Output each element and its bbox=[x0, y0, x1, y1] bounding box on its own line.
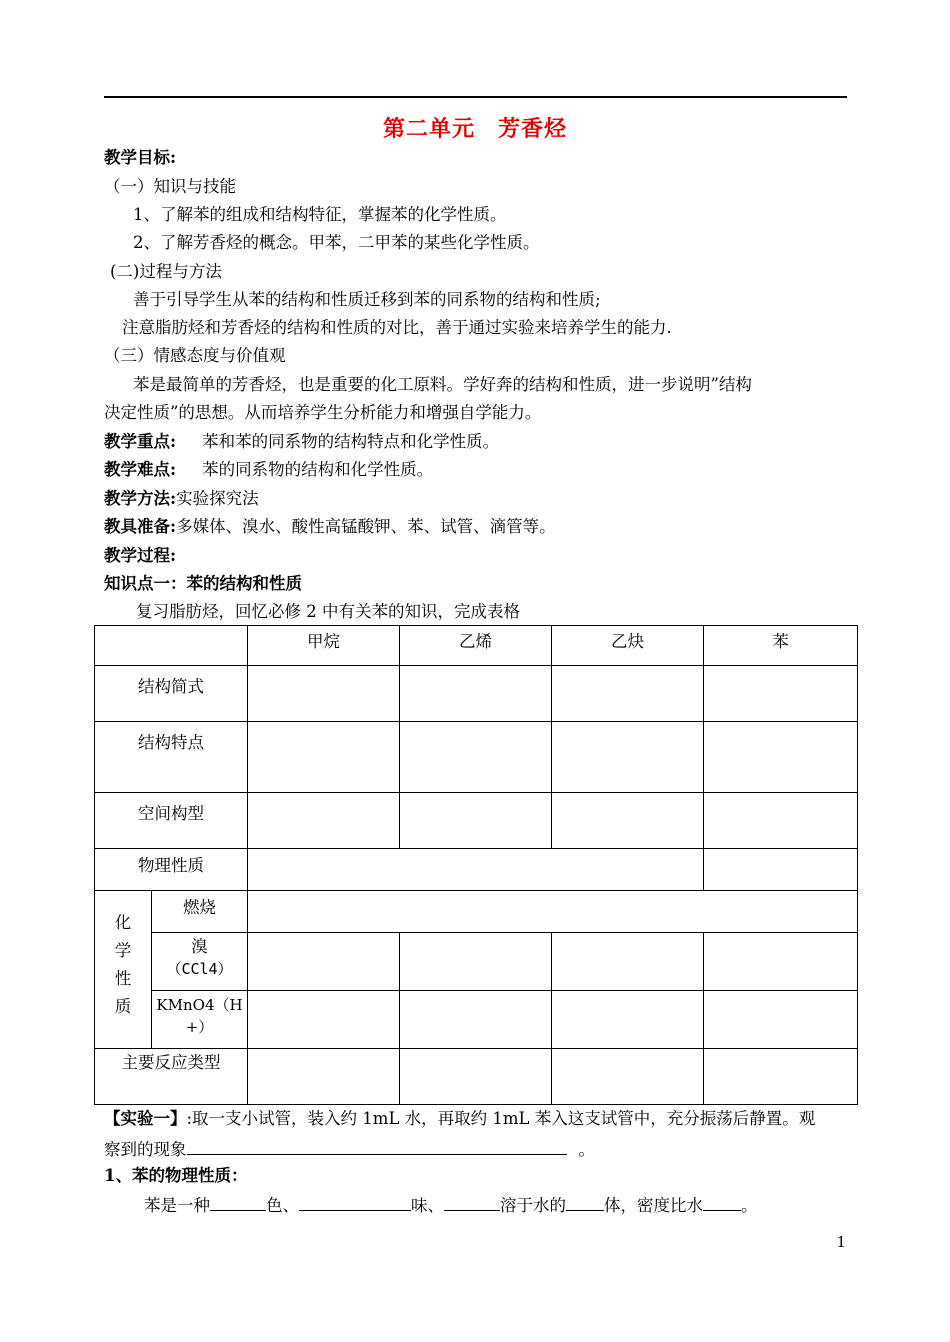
objectives-section-1-title: （一）知识与技能 bbox=[104, 177, 236, 196]
table-cell[interactable] bbox=[704, 991, 858, 1049]
header-benzene: 苯 bbox=[704, 626, 858, 666]
color-blank[interactable] bbox=[210, 1194, 266, 1211]
table-cell[interactable] bbox=[248, 1049, 400, 1105]
table-cell[interactable] bbox=[248, 933, 400, 991]
state-blank[interactable] bbox=[566, 1194, 604, 1211]
sentence-part: 色、 bbox=[266, 1196, 299, 1215]
odor-blank[interactable] bbox=[299, 1194, 411, 1211]
table-cell[interactable] bbox=[552, 666, 704, 722]
table-row bbox=[95, 849, 858, 891]
table-cell[interactable] bbox=[248, 722, 400, 793]
table-cell[interactable] bbox=[248, 991, 400, 1049]
table-cell[interactable] bbox=[552, 991, 704, 1049]
experiment-1-line-1 bbox=[104, 1109, 815, 1129]
experiment-1-line-2 bbox=[104, 1138, 595, 1160]
tools-text: 多媒体、溴水、酸性高锰酸钾、苯、试管、滴管等。 bbox=[176, 517, 556, 536]
density-blank[interactable] bbox=[703, 1194, 741, 1211]
objectives-section-2-line-2: 注意脂肪烃和芳香烃的结构和性质的对比，善于通过实验来培养学生的能力. bbox=[122, 318, 672, 337]
knowledge-point-1-intro: 复习脂肪烃，回忆必修 2 中有关苯的知识，完成表格 bbox=[136, 602, 520, 621]
table-cell[interactable] bbox=[400, 991, 552, 1049]
objectives-section-2-title: (二)过程与方法 bbox=[110, 262, 222, 281]
table-cell[interactable] bbox=[704, 722, 858, 793]
sentence-part: 溶于水的 bbox=[500, 1196, 566, 1215]
knowledge-point-1-title: 知识点一：苯的结构和性质 bbox=[104, 574, 302, 593]
table-cell[interactable] bbox=[400, 666, 552, 722]
row-label-physical-properties: 物理性质 bbox=[95, 849, 248, 891]
objectives-heading: 教学目标: bbox=[104, 148, 177, 167]
objectives-section-3-title: （三）情感态度与价值观 bbox=[104, 346, 286, 365]
row-label-bromine: 溴 （CCl4） bbox=[152, 933, 248, 991]
table-header-row bbox=[95, 626, 858, 666]
row-group-chemical-properties: 化 学 性 质 bbox=[95, 891, 152, 1049]
table-cell[interactable] bbox=[704, 933, 858, 991]
sentence-part: 体，密度比水 bbox=[604, 1196, 703, 1215]
objectives-item-1: 1、了解苯的组成和结构特征，掌握苯的化学性质。 bbox=[133, 205, 507, 224]
table-cell[interactable] bbox=[552, 793, 704, 849]
method bbox=[104, 489, 259, 509]
table-row bbox=[95, 666, 858, 722]
page-title: 第二单元 芳香烃 bbox=[382, 116, 567, 142]
table-corner-cell bbox=[95, 626, 248, 666]
method-label: 教学方法: bbox=[104, 489, 177, 508]
process-label: 教学过程: bbox=[104, 546, 177, 565]
difficulties-label: 教学难点: bbox=[104, 460, 177, 479]
objectives-item-2: 2、了解芳香烃的概念。甲苯，二甲苯的某些化学性质。 bbox=[133, 233, 540, 252]
objectives-section-3-line-2: 决定性质”的思想。从而培养学生分析能力和增强自学能力。 bbox=[104, 403, 542, 422]
row-label-kmno4: KMnO4（H +） bbox=[152, 991, 248, 1049]
row-label-structure-formula: 结构简式 bbox=[95, 666, 248, 722]
method-text: 实验探究法 bbox=[176, 489, 259, 508]
header-methane: 甲烷 bbox=[248, 626, 400, 666]
sentence-part: 苯是一种 bbox=[144, 1196, 210, 1215]
experiment-1-text: :取一支小试管，装入约 1mL 水，再取约 1mL 苯入这支试管中，充分振荡后静置。观 bbox=[186, 1109, 816, 1128]
table-cell[interactable] bbox=[400, 793, 552, 849]
table-cell[interactable] bbox=[248, 891, 858, 933]
sentence-part: 味、 bbox=[411, 1196, 444, 1215]
table-row bbox=[95, 891, 858, 933]
experiment-1-label: 【实验一】 bbox=[104, 1109, 187, 1128]
table-cell[interactable] bbox=[400, 722, 552, 793]
page-number: 1 bbox=[836, 1233, 846, 1251]
row-label-structure-features: 结构特点 bbox=[95, 722, 248, 793]
header-ethylene: 乙烯 bbox=[400, 626, 552, 666]
tools bbox=[104, 517, 556, 537]
table-cell[interactable] bbox=[552, 1049, 704, 1105]
tools-label: 教具准备: bbox=[104, 517, 177, 536]
header-rule bbox=[104, 96, 847, 98]
table-cell[interactable] bbox=[400, 1049, 552, 1105]
difficulties bbox=[104, 460, 433, 480]
table-cell[interactable] bbox=[704, 666, 858, 722]
table-cell[interactable] bbox=[552, 933, 704, 991]
table-row bbox=[95, 991, 858, 1049]
row-label-reaction-types: 主要反应类型 bbox=[95, 1049, 248, 1105]
table-cell[interactable] bbox=[248, 849, 704, 891]
table-cell[interactable] bbox=[704, 793, 858, 849]
objectives-section-3-line-1: 苯是最简单的芳香烃，也是重要的化工原料。学好奔的结构和性质，进一步说明”结构 bbox=[133, 375, 752, 394]
observation-blank[interactable] bbox=[187, 1138, 567, 1155]
physical-properties-sentence bbox=[144, 1194, 758, 1216]
difficulties-text: 苯的同系物的结构和化学性质。 bbox=[202, 460, 434, 479]
table-cell[interactable] bbox=[248, 793, 400, 849]
header-acetylene: 乙炔 bbox=[552, 626, 704, 666]
key-points bbox=[104, 432, 499, 452]
table-cell[interactable] bbox=[704, 1049, 858, 1105]
table-cell[interactable] bbox=[400, 933, 552, 991]
row-label-combustion: 燃烧 bbox=[152, 891, 248, 933]
experiment-1-period: 。 bbox=[578, 1140, 595, 1159]
table-row bbox=[95, 933, 858, 991]
table-row bbox=[95, 722, 858, 793]
table-row bbox=[95, 1049, 858, 1105]
table-cell[interactable] bbox=[552, 722, 704, 793]
objectives-section-2-line-1: 善于引导学生从苯的结构和性质迁移到苯的同系物的结构和性质; bbox=[133, 290, 601, 309]
table-cell[interactable] bbox=[248, 666, 400, 722]
experiment-1-observe-label: 察到的现象 bbox=[104, 1140, 187, 1159]
key-points-label: 教学重点: bbox=[104, 432, 177, 451]
table-cell[interactable] bbox=[704, 849, 858, 891]
sentence-part: 。 bbox=[741, 1196, 758, 1215]
physical-properties-title: 1、苯的物理性质： bbox=[104, 1166, 248, 1185]
table-row bbox=[95, 793, 858, 849]
key-points-text: 苯和苯的同系物的结构特点和化学性质。 bbox=[202, 432, 500, 451]
solubility-blank[interactable] bbox=[444, 1194, 500, 1211]
row-label-spatial-configuration: 空间构型 bbox=[95, 793, 248, 849]
comparison-table bbox=[94, 625, 858, 1105]
